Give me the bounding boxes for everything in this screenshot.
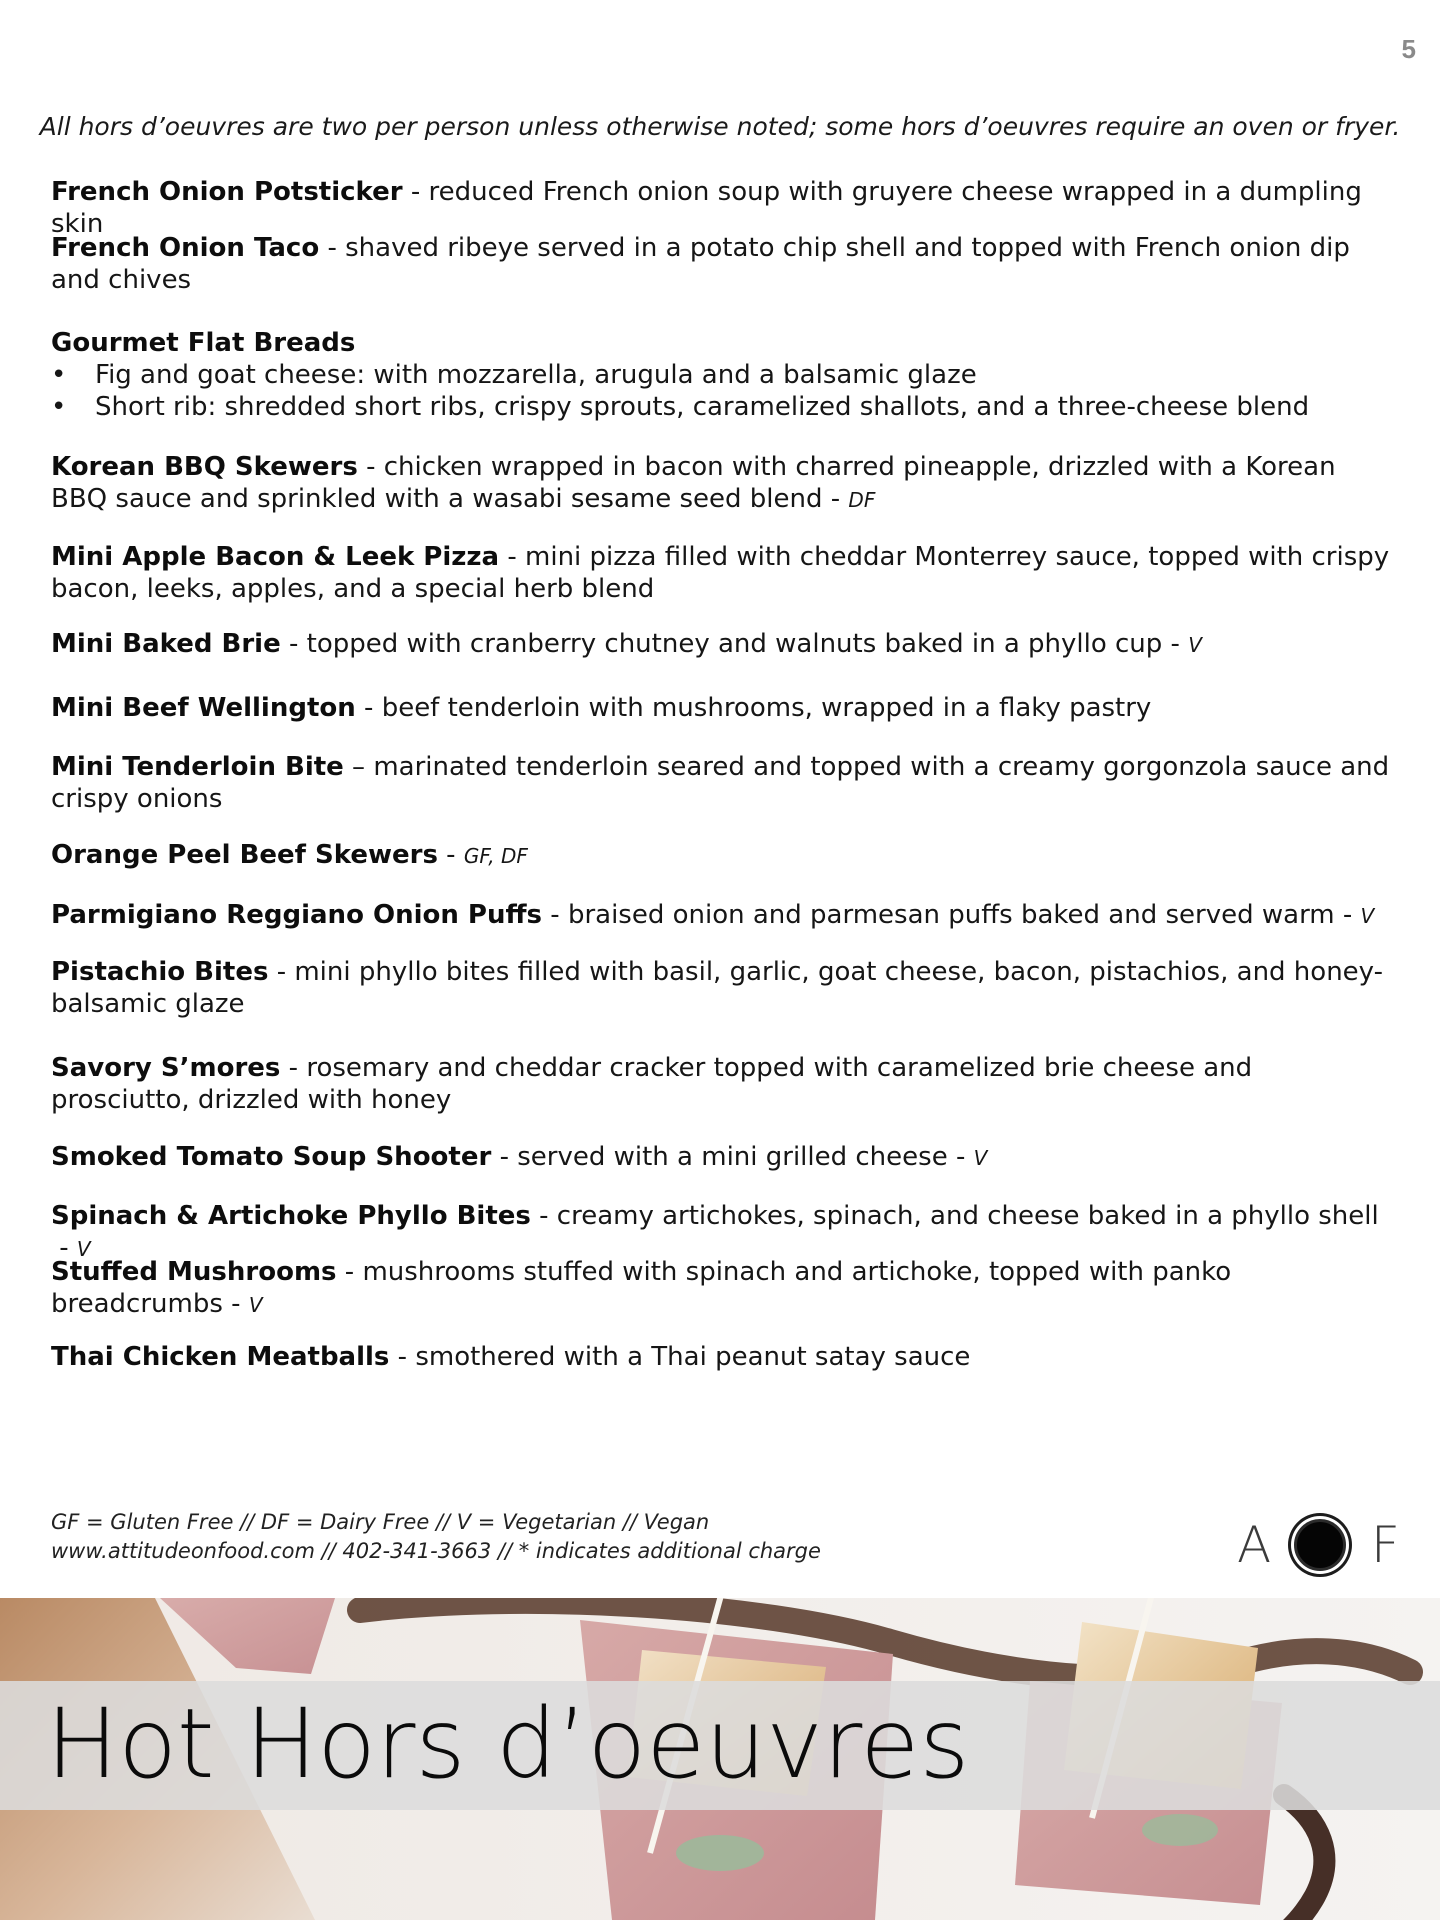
menu-item <box>51 956 1391 1020</box>
menu-item <box>51 692 1391 724</box>
menu-item-name: Orange Peel Beef Skewers <box>51 840 438 870</box>
menu-item-name: Mini Tenderloin Bite <box>51 752 344 782</box>
contact-line: www.attitudeonfood.com // 402-341-3663 // * indicates additional charge <box>51 1539 821 1563</box>
bullet-text: Fig and goat cheese: with mozzarella, arugula and a balsamic glaze <box>95 360 977 390</box>
menu-item-tag-separator: - <box>1162 629 1189 659</box>
bullet-dot: • <box>51 392 67 422</box>
dietary-legend: GF = Gluten Free // DF = Dairy Free // V = Vegetarian // Vegan <box>51 1510 710 1534</box>
menu-item <box>51 751 1391 815</box>
dietary-tags: V <box>973 1146 988 1170</box>
brand-logo <box>1237 1515 1404 1575</box>
menu-item-separator: - <box>357 452 384 482</box>
menu-item-description: chicken wrapped in bacon with charred pineapple, drizzled with a Korean BBQ sauce and sprinkled with a wasabi sesame seed blend <box>51 452 1336 514</box>
logo-circle-icon <box>1294 1519 1346 1571</box>
herb-garnish-right <box>1142 1814 1218 1846</box>
bullet-dot: • <box>51 360 67 390</box>
dietary-tags: V <box>248 1293 263 1317</box>
logo-letter-f: F <box>1371 1516 1400 1574</box>
menu-item-tag-separator: - <box>222 1289 249 1319</box>
dietary-tags: GF, DF <box>463 844 528 868</box>
dietary-tags: V <box>76 1237 91 1261</box>
page-number: 5 <box>1401 34 1416 64</box>
menu-item-description: mini pizza filled with cheddar Monterrey sauce, topped with crispy bacon, leeks, apples, and a special herb blend <box>51 542 1390 604</box>
menu-item <box>51 1052 1391 1116</box>
menu-item <box>51 541 1391 605</box>
menu-item <box>51 628 1391 661</box>
menu-item <box>51 1256 1391 1321</box>
menu-item <box>51 232 1391 296</box>
menu-item-name: French Onion Potsticker <box>51 177 403 207</box>
menu-item-name: Korean BBQ Skewers <box>51 452 358 482</box>
menu-item-description: served with a mini grilled cheese <box>517 1142 948 1172</box>
dietary-tags: V <box>1188 633 1202 657</box>
menu-item-separator: - <box>499 542 526 572</box>
menu-item <box>51 451 1391 516</box>
menu-item-tag-separator: - <box>437 840 464 870</box>
menu-item-description: braised onion and parmesan puffs baked and served warm <box>567 900 1335 930</box>
menu-item-tag-separator: - <box>947 1142 974 1172</box>
hero-banner <box>0 1598 1440 1920</box>
menu-item-description: topped with cranberry chutney and walnuts baked in a phyllo cup <box>306 629 1163 659</box>
menu-item-tag-separator: - <box>822 484 849 514</box>
menu-item-description: mini phyllo bites filled with basil, garlic, goat cheese, bacon, pistachios, and honey-balsamic glaze <box>51 957 1383 1019</box>
bullet-item <box>51 359 1391 391</box>
menu-item <box>51 839 1391 872</box>
menu-item-separator: - <box>280 629 307 659</box>
menu-item <box>51 1341 1391 1373</box>
menu-item-tag-separator: - <box>51 1233 77 1263</box>
hero-title: Hot Hors d’oeuvres <box>46 1688 970 1800</box>
menu-item-description: creamy artichokes, spinach, and cheese baked in a phyllo shell <box>556 1201 1379 1231</box>
menu-item-description: shaved ribeye served in a potato chip shell and topped with French onion dip and chives <box>51 233 1350 295</box>
bullet-text: Short rib: shredded short ribs, crispy sprouts, caramelized shallots, and a three-cheese blend <box>95 392 1310 422</box>
menu-item-separator: - <box>268 957 295 987</box>
menu-item-name: Thai Chicken Meatballs <box>51 1342 390 1372</box>
menu-item <box>51 327 1391 423</box>
menu-item-separator: - <box>402 177 429 207</box>
dietary-tags: DF <box>848 488 876 512</box>
menu-item-name: Gourmet Flat Breads <box>51 328 356 358</box>
menu-item-separator: - <box>389 1342 416 1372</box>
bullet-item <box>51 391 1391 423</box>
menu-item-separator: - <box>542 900 568 930</box>
menu-item <box>51 1141 1391 1174</box>
menu-item-name: Smoked Tomato Soup Shooter <box>51 1142 492 1172</box>
menu-item-name: Spinach & Artichoke Phyllo Bites <box>51 1201 531 1231</box>
menu-item <box>51 899 1391 932</box>
menu-item-description: reduced French onion soup with gruyere cheese wrapped in a dumpling skin <box>51 177 1362 239</box>
dietary-tags: V <box>1360 904 1375 928</box>
bullet-list <box>51 359 1391 423</box>
menu-item-description: smothered with a Thai peanut satay sauce <box>415 1342 971 1372</box>
menu-item-description: marinated tenderloin seared and topped with a creamy gorgonzola sauce and crispy onions <box>51 752 1390 814</box>
menu-item-description: mushrooms stuffed with spinach and artichoke, topped with panko breadcrumbs <box>51 1257 1232 1319</box>
menu-item-separator: - <box>319 233 346 263</box>
menu-item-tag-separator: - <box>1334 900 1361 930</box>
menu-item-separator: - <box>336 1257 363 1287</box>
menu-item-name: Mini Apple Bacon & Leek Pizza <box>51 542 500 572</box>
menu-item-separator: - <box>280 1053 307 1083</box>
menu-item-separator: - <box>491 1142 518 1172</box>
footer-notes <box>51 1508 821 1566</box>
herb-garnish-left <box>676 1835 764 1871</box>
menu-item-separator: – <box>343 752 374 782</box>
menu-item-name: Parmigiano Reggiano Onion Puffs <box>51 900 543 930</box>
menu-item-name: Savory S’mores <box>51 1053 281 1083</box>
menu-item-description: beef tenderloin with mushrooms, wrapped in a flaky pastry <box>381 693 1152 723</box>
menu-item <box>51 176 1391 240</box>
menu-item-name: Stuffed Mushrooms <box>51 1257 337 1287</box>
logo-letter-a: A <box>1237 1516 1272 1574</box>
intro-note: All hors d’oeuvres are two per person unless otherwise noted; some hors d’oeuvres require an oven or fryer. <box>39 112 1401 141</box>
menu-item-separator: - <box>355 693 382 723</box>
menu-item-name: Mini Beef Wellington <box>51 693 356 723</box>
menu-item-separator: - <box>530 1201 557 1231</box>
menu-item-name: Pistachio Bites <box>51 957 269 987</box>
menu-item-name: French Onion Taco <box>51 233 320 263</box>
menu-item-name: Mini Baked Brie <box>51 629 281 659</box>
menu-item-description: rosemary and cheddar cracker topped with caramelized brie cheese and prosciutto, drizzled with honey <box>51 1053 1253 1115</box>
